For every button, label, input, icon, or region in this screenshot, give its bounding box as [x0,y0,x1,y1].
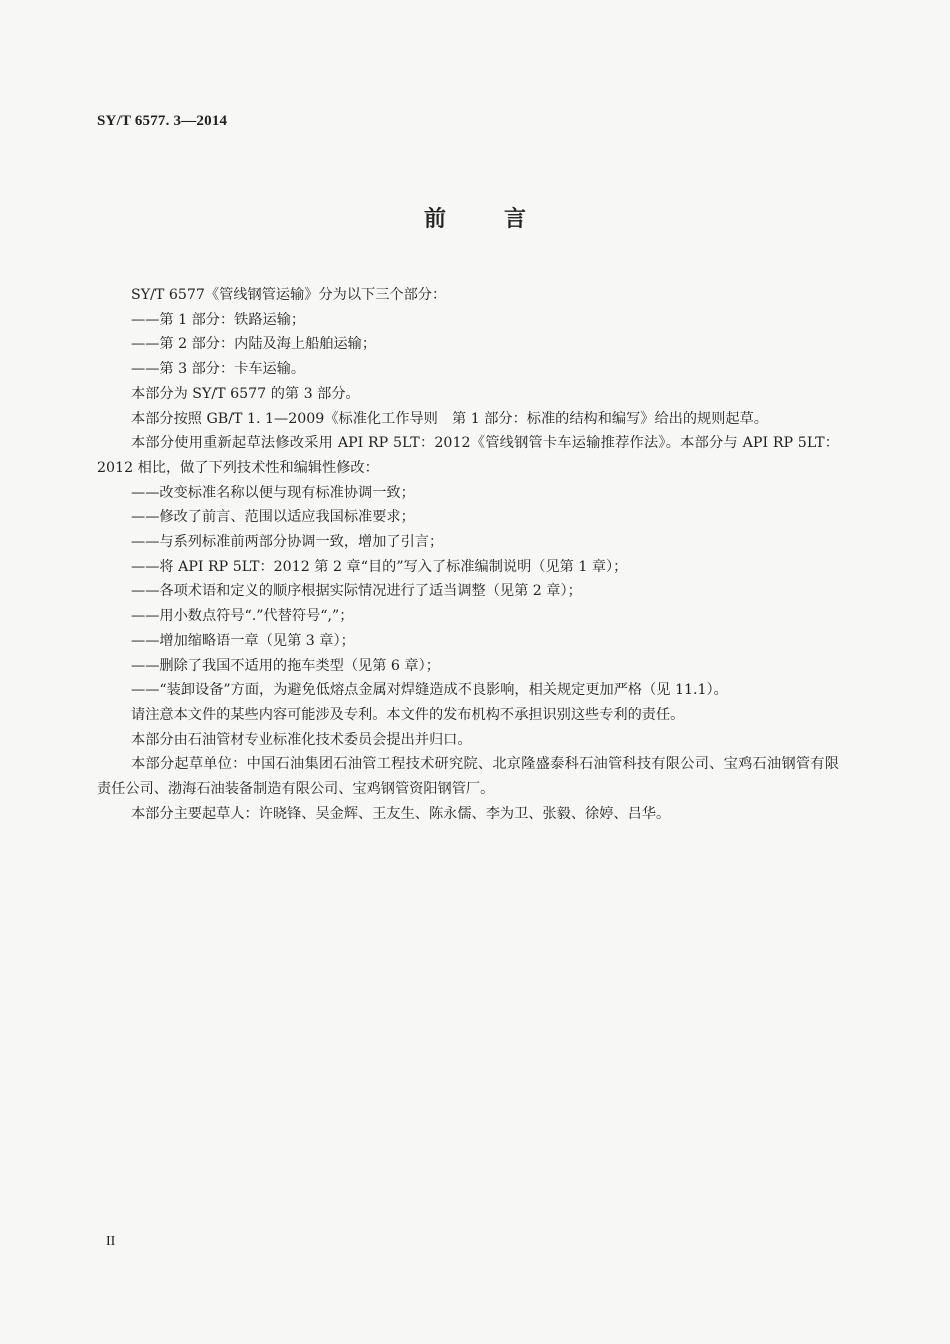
paragraph-part-number: 本部分为 SY/T 6577 的第 3 部分。 [131,385,360,402]
paragraph-drafting-units: 本部分起草单位：中国石油集团石油管工程技术研究院、北京隆盛泰科石油管科技有限公司、宝鸡石油钢管有限责任公司、渤海石油装备制造有限公司、宝鸡钢管资阳钢管厂。 [97,756,839,798]
paragraph-drafting-rules: 本部分按照 GB/T 1. 1—2009《标准化工作导则 第 1 部分：标准的结构和编写》给出的规则起草。 [131,410,768,427]
paragraph-drafters: 本部分主要起草人：许晓锋、吴金辉、王友生、陈永儒、李为卫、张毅、徐婷、吕华。 [131,805,671,822]
list-item-part2: ——第 2 部分：内陆及海上船舶运输； [131,336,377,353]
list-item-part3: ——第 3 部分：卡车运输。 [131,361,306,378]
title-char-1: 前 [423,207,446,232]
standard-code: SY/T 6577. 3—2014 [97,113,228,129]
list-item-change-5: ——各项术语和定义的顺序根据实际情况进行了适当调整（见第 2 章）； [131,583,582,600]
list-item-change-4: ——将 API RP 5LT：2012 第 2 章“目的”写入了标准编制说明（见第 1 章）； [131,558,628,575]
list-item-change-9: ——“装卸设备”方面，为避免低熔点金属对焊缝造成不良影响，相关规定更加严格（见 11.1）。 [131,682,728,699]
list-item-change-7: ——增加缩略语一章（见第 3 章）； [131,632,355,649]
paragraph-adoption: 本部分使用重新起草法修改采用 API RP 5LT：2012《管线钢管卡车运输推荐作法》。本部分与 API RP 5LT：2012 相比，做了下列技术性和编辑性修改： [97,435,839,476]
list-item-part1: ——第 1 部分：铁路运输； [131,311,306,328]
page-title [0,202,950,233]
list-item-change-1: ——改变标准名称以便与现有标准协调一致； [131,484,415,501]
list-item-change-2: ——修改了前言、范围以适应我国标准要求； [131,509,415,526]
foreword-body [97,283,839,826]
list-item-change-6: ——用小数点符号“.”代替符号“,”； [131,608,354,625]
page-number: II [106,1234,116,1249]
list-item-change-3: ——与系列标准前两部分协调一致，增加了引言； [131,534,444,551]
paragraph-parts-intro: SY/T 6577《管线钢管运输》分为以下三个部分： [131,287,447,303]
paragraph-patent-notice: 请注意本文件的某些内容可能涉及专利。本文件的发布机构不承担识别这些专利的责任。 [131,706,685,723]
paragraph-proposer: 本部分由石油管材专业标准化技术委员会提出并归口。 [131,731,472,748]
list-item-change-8: ——删除了我国不适用的拖车类型（见第 6 章）； [131,657,440,674]
title-char-2: 言 [504,207,527,232]
